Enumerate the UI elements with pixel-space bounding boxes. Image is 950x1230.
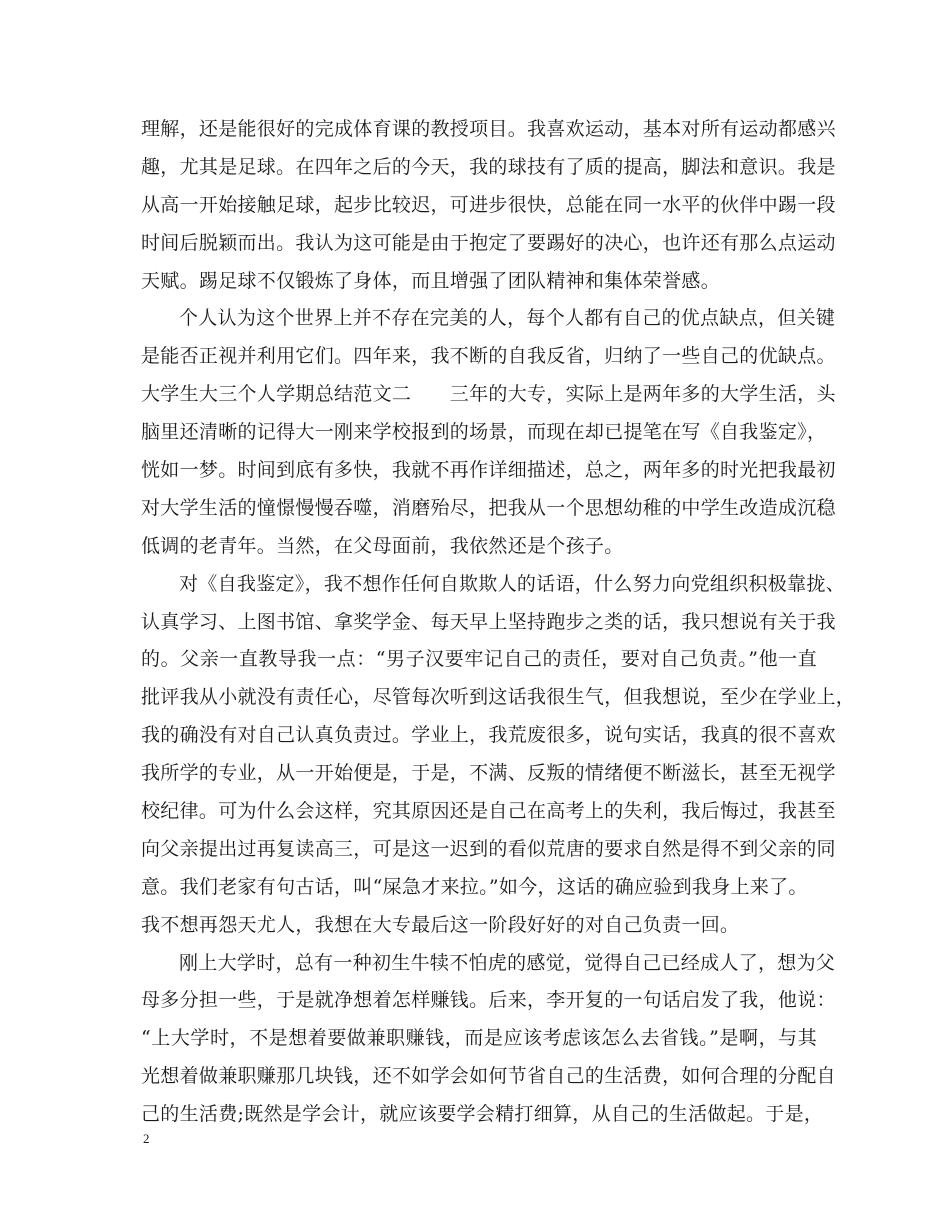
text-line: 的。父亲一直教导我一点：“男子汉要牢记自己的责任，要对自己负责。”他一直: [141, 648, 817, 671]
text-line: 低调的老青年。当然，在父母面前，我依然还是个孩子。: [141, 534, 624, 557]
text-line: 认真学习、上图书馆、拿奖学金、每天早上坚持跑步之类的话，我只想说有关于我: [141, 610, 836, 633]
text-line: 我所学的专业，从一开始便是，于是，不满、反叛的情绪便不断滋长，甚至无视学: [141, 762, 836, 785]
text-line: 理解，还是能很好的完成体育课的教授项目。我喜欢运动，基本对所有运动都感兴: [141, 118, 836, 140]
text-line: 意。我们老家有句古话，叫“屎急才来拉。”如今，这话的确应验到我身上来了。: [141, 875, 808, 898]
text-line: 恍如一梦。时间到底有多快，我就不再作详细描述，总之，两年多的时光把我最初: [141, 459, 836, 482]
text-line: 是能否正视并利用它们。四年来，我不断的自我反省，归纳了一些自己的优缺点。: [141, 345, 836, 368]
text-line: 趣，尤其是足球。在四年之后的今天，我的球技有了质的提高，脚法和意识。我是: [141, 155, 836, 178]
text-line: 天赋。踢足球不仅锻炼了身体，而且增强了团队精神和集体荣誉感。: [141, 269, 721, 292]
text-line: 我不想再怨天尤人，我想在大专最后这一阶段好好的对自己负责一回。: [141, 913, 740, 936]
text-line: 己的生活费;既然是学会计，就应该要学会精打细算，从自己的生活做起。于是，: [141, 1103, 824, 1126]
text-line: 时间后脱颖而出。我认为这可能是由于抱定了要踢好的决心，也许还有那么点运动: [141, 231, 836, 254]
page-number: 2: [143, 1131, 150, 1146]
text-line: 母多分担一些，于是就净想着怎样赚钱。后来，李开复的一句话启发了我，他说：: [141, 989, 836, 1012]
text-line: 个人认为这个世界上并不存在完美的人，每个人都有自己的优点缺点，但关键: [179, 307, 836, 330]
text-line: 批评我从小就没有责任心，尽管每次听到这话我很生气，但我想说，至少在学业上，: [141, 686, 856, 709]
text-line: 刚上大学时，总有一种初生牛犊不怕虎的感觉，觉得自己已经成人了，想为父: [179, 951, 836, 974]
body-text: [141, 111, 856, 1134]
text-line: 对大学生活的憧憬慢慢吞噬，消磨殆尽，把我从一个思想幼稚的中学生改造成沉稳: [141, 496, 836, 519]
text-line: 光想着做兼职赚那几块钱，还不如学会如何节省自己的生活费，如何合理的分配自: [141, 1065, 836, 1088]
text-line: 大学生大三个人学期总结范文二 三年的大专，实际上是两年多的大学生活，头: [141, 383, 836, 406]
text-line: 校纪律。可为什么会这样，究其原因还是自己在高考上的失利，我后悔过，我甚至: [141, 800, 836, 823]
text-line: 向父亲提出过再复读高三，可是这一迟到的看似荒唐的要求自然是得不到父亲的同: [141, 837, 836, 860]
text-line: 从高一开始接触足球，起步比较迟，可进步很快，总能在同一水平的伙伴中踢一段: [141, 193, 836, 216]
text-line: “上大学时，不是想着要做兼职赚钱，而是应该考虑该怎么去省钱。”是啊，与其: [141, 1027, 817, 1050]
text-line: 我的确没有对自己认真负责过。学业上，我荒废很多，说句实话，我真的很不喜欢: [141, 724, 836, 747]
text-line: 对《自我鉴定》，我不想作任何自欺欺人的话语，什么努力向党组织积极靠拢、: [179, 572, 846, 595]
text-line: 脑里还清晰的记得大一刚来学校报到的场景，而现在却已提笔在写《自我鉴定》，: [141, 421, 827, 444]
